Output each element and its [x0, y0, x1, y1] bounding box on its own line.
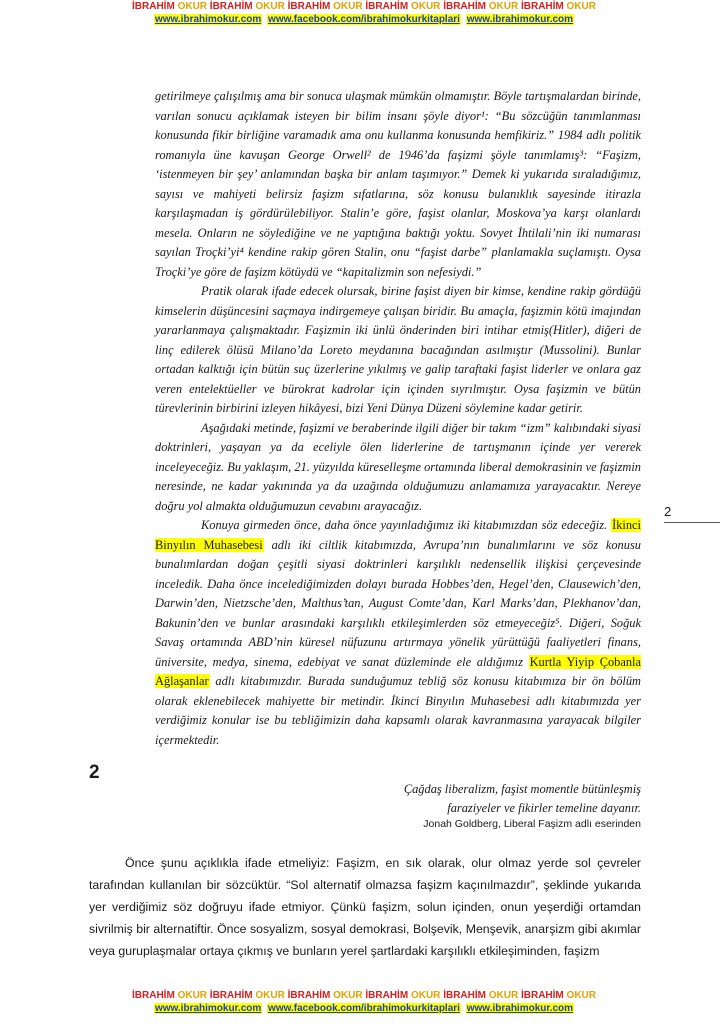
header-banner [0, 1, 728, 26]
footer-author-names: İBRAHİM OKUR İBRAHİM OKUR İBRAHİM OKUR İBRAHİM OKUR İBRAHİM OKUR İBRAHİM OKUR [132, 990, 596, 1001]
header-links [0, 13, 728, 26]
page-number: 2 [664, 504, 672, 519]
website-link[interactable]: www.ibrahimokur.com [466, 14, 574, 25]
highlighted-book-title: İkinci Binyılın Muhasebesi [155, 518, 641, 552]
website-link[interactable]: www.ibrahimokur.com [154, 14, 262, 25]
paragraph: Önce şunu açıklıkla ifade etmeliyiz: Faşizm, en sık olarak, olur olmaz yerde sol çevreler tarafından kullanılan bir sözcüktür. “Sol alternatif olmazsa faşizm kaçınılmazdır”, şeklinde yukarıda yer verdiğimiz söz doğruyu ifade etmiyor. Çünkü faşizm, solun içinden, onun yeşerdiği ortamdan sivrilmiş bir alternatiftir. Önce sosyalizm, sosyal demokrasi, Bolşevik, Menşevik, anarşizm gibi akımlar veya guruplaşmalar ortaya çıkmış ve bunların yerel şartlardaki karşılıklı etkileşiminden, faşizm [89, 856, 641, 958]
facebook-link[interactable]: www.facebook.com/ibrahimokurkitaplari [268, 14, 460, 25]
facebook-link[interactable]: www.facebook.com/ibrahimokurkitaplari [268, 1003, 460, 1014]
paragraph: Konuya girmeden önce, daha önce yayınladığımız iki kitabımızdan söz edeceğiz. İkinci Binyılın Muhasebesi adlı iki ciltlik kitabımızda, Avrupa’nın bunalımlarını ve söz konusu bunalımlardan doğan çeşitli siyasi doktrinleri karşılıklı nedensellik ilişkisi çerçevesinde inceledik. Daha önce incelediğimizden dolayı burada Hobbes’den, Hegel’den, Clausewich’den, Darwin’den, Nietzsche’den, Malthus’tan, August Comte’dan, Karl Marks’dan, Plekhanov’dan, Bakunin’den ve bunlar arasındaki karşılıklı etkileşimlerden söz etmeyeceğiz⁵. Diğeri, Soğuk Savaş ortamında ABD’nin küresel nüfuzunu artırmaya yönelik yürüttüğü faaliyetleri finans, üniversite, medya, sinema, edebiyat ve sanat düzleminde ele aldığımız Kurtla Yiyip Çobanla Ağlaşanlar adlı kitabımızdır. Burada sunduğumuz tebliğ söz konusu kitabımıza bir ön bölüm olarak eklenebilecek mahiyette bir metindir. İkinci Binyılın Muhasebesi adlı kitabımızda yer verdiğimiz konular ise bu tebliğimizin daha kapsamlı olarak kavranmasına yarayacak bilgiler içermektedir. [155, 518, 641, 747]
website-link[interactable]: www.ibrahimokur.com [154, 1003, 262, 1014]
page-number-rule [664, 522, 720, 523]
highlighted-book-title: Kurtla Yiyip Çobanla Ağlaşanlar [155, 654, 641, 688]
header-author-names: İBRAHİM OKUR İBRAHİM OKUR İBRAHİM OKUR İBRAHİM OKUR İBRAHİM OKUR İBRAHİM OKUR [132, 1, 596, 12]
footer-links [0, 1002, 728, 1015]
epigraph-source: Jonah Goldberg, Liberal Faşizm adlı eserinden [423, 818, 641, 830]
paragraph: Pratik olarak ifade edecek olursak, birine faşist diyen bir kimse, kendine rakip gördüğü kimselerin düşüncesini saçmaya indirgemeye çalışan biridir. Bu amaçla, faşizmin kötü imajından yararlanmaya çalışmaktadır. Faşizmin iki ünlü önderinden biri intihar etmiş(Hitler), diğeri de linç edilerek ölüsü Milano’da Loreto meydanına bacağından asılmıştır (Mussolini). Bunlar ortadan kalktığı için bütün suç üzerlerine yıkılmış ve galip taraftaki faşist liderler ve onlara gaz veren entelektüeller ve bürokrat kadrolar için içinden sıyrılmıştır. Oysa faşizmin ve bütün türevlerinin birbirini izleyen hikâyesi, bizi Yeni Dünya Düzeni söylemine kadar getirir. [155, 284, 641, 415]
paragraph: getirilmeye çalışılmış ama bir sonuca ulaşmak mümkün olmamıştır. Böyle tartışmalardan birinde, varılan sonucu açıklamak isteyen bir bilim insanı şöyle diyor¹: “Bu sözcüğün tanımlanması konusunda fikir birliğine varamadık ama onu kullanma konusunda hemfikiriz.” 1984 adlı politik romanıyla üne kavuşan George Orwell² de 1946’da faşizmi şöyle tanımlamış³: “Faşizm, ‘istenmeyen bir şey’ anlamından başka bir anlam taşımıyor.” Demek ki yukarıda sıraladığımız, sayısı ve mahiyeti belirsiz faşizm sıfatlarına, söz konusu bulanıklık sayesinde itirazla karşılaşmadan iş gördürülebiliyor. Stalin’e göre, faşist olanlar, Moskova’ya karşı olanlardı mesela. Onların ne söylediğine ve ne yaptığına baktığı yoktu. Sovyet İhtilali’nin iki numarası sayılan Troçki’yi⁴ kendine rakip gören Stalin, onu “faşist darbe” planlamakla suçlamıştı. Oysa Troçki’ye göre de faşizm kötüydü ve “kapitalizmin son nefesiydi.” [155, 89, 641, 279]
chapter-number: 2 [89, 762, 100, 783]
main-text [89, 852, 641, 962]
footer-banner [0, 990, 728, 1015]
body-text [155, 87, 641, 750]
epigraph-quote: Çağdaş liberalizm, faşist momentle bütünleşmiş faraziyeler ve fikirler temeline dayanır. [403, 782, 641, 815]
website-link[interactable]: www.ibrahimokur.com [466, 1003, 574, 1014]
paragraph: Aşağıdaki metinde, faşizmi ve beraberinde ilgili diğer bir takım “izm” kalıbındaki siyasi doktrinleri, yaşayan ya da eceliyle ölen liderlerine de tartışmanın içinde yer vererek inceleyeceğiz. Bu yaklaşım, 21. yüzyılda küreselleşme ortamında liberal demokrasinin ve faşizmin neresinde, ne kadar yakınında ya da uzağında olduğumuzu anlamamıza yarayacaktır. Nereye doğru yol almakta olduğumuzun cevabını arayacağız. [155, 420, 641, 513]
